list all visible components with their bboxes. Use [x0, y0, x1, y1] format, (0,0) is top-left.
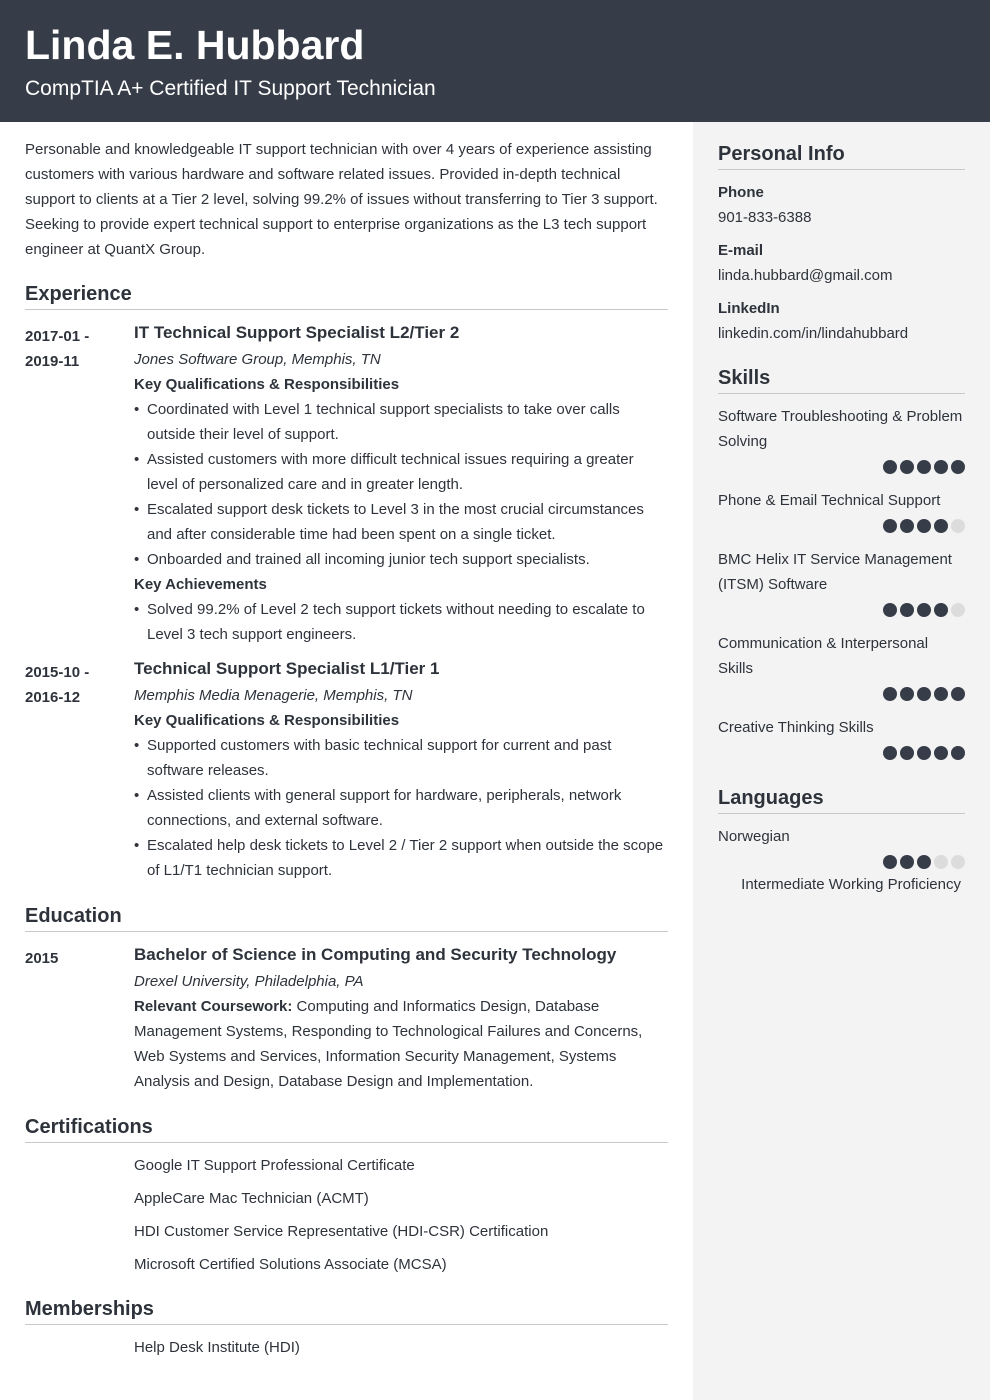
rating-dot-filled [951, 460, 965, 474]
rating-dot-filled [934, 687, 948, 701]
responsibilities-label: Key Qualifications & Responsibilities [134, 376, 400, 393]
responsibilities-list [134, 733, 668, 883]
list-item: • Coordinated with Level 1 technical support specialists to take over calls outside their level of support. [134, 397, 668, 447]
job-date-start: 2015-10 - [25, 664, 90, 681]
sidebar [693, 122, 990, 1400]
rating-dot-filled [900, 460, 914, 474]
list-item: • Escalated help desk tickets to Level 2 / Tier 2 support when outside the scope of L1/T1 technician support. [134, 833, 668, 883]
certification-item: Microsoft Certified Solutions Associate (MCSA) [134, 1256, 447, 1273]
personal-info-heading: Personal Info [718, 141, 965, 170]
rating-dot-filled [917, 519, 931, 533]
rating-dot-empty [951, 519, 965, 533]
skill-rating [883, 519, 965, 533]
language-rating [883, 855, 965, 869]
rating-dot-filled [883, 687, 897, 701]
phone-label: Phone [718, 184, 764, 201]
resume-header [0, 0, 990, 122]
candidate-title: CompTIA A+ Certified IT Support Technician [25, 77, 436, 100]
rating-dot-filled [951, 687, 965, 701]
skills-heading: Skills [718, 365, 965, 394]
list-item: • Solved 99.2% of Level 2 tech support tickets without needing to escalate to Level 3 tech support engineers. [134, 597, 668, 647]
job-date-start: 2017-01 - [25, 328, 90, 345]
skill-rating [883, 746, 965, 760]
rating-dot-filled [900, 687, 914, 701]
rating-dot-filled [934, 603, 948, 617]
job-employer: Jones Software Group, Memphis, TN [134, 351, 381, 368]
rating-dot-filled [900, 855, 914, 869]
skill-name: Creative Thinking Skills [718, 719, 874, 736]
rating-dot-filled [883, 855, 897, 869]
coursework-list: Computing and Informatics Design, Database Management Systems, Responding to Technological Failures and Concerns, Web Systems and Services, Information Security Management, Systems Analysis and Design, Database Design and Implementation. [134, 998, 643, 1090]
experience-heading: Experience [25, 281, 668, 310]
rating-dot-filled [883, 519, 897, 533]
profile-summary: Personable and knowledgeable IT support technician with over 4 years of experience assisting customers with various hardware and software related issues. Provided in-depth technical support to clients at a Tier 2 level, solving 99.2% of issues without transferring to Tier 3 support. Seeking to provide expert technical support to enterprise organizations as the L3 tech support engineer at QuantX Group. [25, 141, 658, 258]
candidate-name: Linda E. Hubbard [25, 22, 365, 68]
rating-dot-filled [883, 460, 897, 474]
achievements-label: Key Achievements [134, 576, 267, 593]
list-item: • Escalated support desk tickets to Level 3 in the most crucial circumstances and after considerable time had been spent on a single ticket. [134, 497, 668, 547]
rating-dot-filled [900, 746, 914, 760]
job-employer: Memphis Media Menagerie, Memphis, TN [134, 687, 413, 704]
job-date-end: 2019-11 [25, 353, 80, 370]
phone-value: 901-833-6388 [718, 209, 812, 226]
education-heading: Education [25, 903, 668, 932]
job-date-end: 2016-12 [25, 689, 81, 706]
coursework [134, 994, 668, 1094]
responsibilities-label: Key Qualifications & Responsibilities [134, 712, 400, 729]
rating-dot-filled [900, 603, 914, 617]
email-label: E-mail [718, 242, 764, 259]
rating-dot-filled [917, 746, 931, 760]
rating-dot-filled [917, 460, 931, 474]
school-name: Drexel University, Philadelphia, PA [134, 973, 364, 990]
certification-item: HDI Customer Service Representative (HDI-CSR) Certification [134, 1223, 549, 1240]
rating-dot-filled [883, 746, 897, 760]
memberships-heading: Memberships [25, 1296, 668, 1325]
linkedin-value[interactable]: linkedin.com/in/lindahubbard [718, 325, 909, 342]
certification-item: AppleCare Mac Technician (ACMT) [134, 1190, 369, 1207]
rating-dot-filled [934, 746, 948, 760]
rating-dot-empty [951, 603, 965, 617]
rating-dot-filled [934, 519, 948, 533]
skill-rating [883, 460, 965, 474]
rating-dot-filled [917, 687, 931, 701]
rating-dot-empty [951, 855, 965, 869]
list-item: • Assisted customers with more difficult technical issues requiring a greater level of personalized care and in greater length. [134, 447, 668, 497]
language-name: Norwegian [718, 828, 790, 845]
skill-name: BMC Helix IT Service Management (ITSM) Software [718, 551, 952, 593]
skill-rating [883, 687, 965, 701]
rating-dot-filled [883, 603, 897, 617]
job-dates [25, 660, 125, 710]
job-dates [25, 324, 125, 374]
certifications-heading: Certifications [25, 1114, 668, 1143]
languages-heading: Languages [718, 785, 965, 814]
job-title: Technical Support Specialist L1/Tier 1 [134, 659, 440, 678]
language-proficiency: Intermediate Working Proficiency [741, 876, 961, 893]
achievements-list [134, 597, 668, 647]
skill-name: Phone & Email Technical Support [718, 492, 941, 509]
rating-dot-filled [917, 855, 931, 869]
email-value[interactable]: linda.hubbard@gmail.com [718, 267, 893, 284]
skill-name: Software Troubleshooting & Problem Solving [718, 408, 963, 450]
education-date: 2015 [25, 950, 59, 967]
rating-dot-filled [900, 519, 914, 533]
rating-dot-filled [917, 603, 931, 617]
coursework-label: Relevant Coursework: [134, 998, 293, 1015]
responsibilities-list [134, 397, 668, 572]
skill-rating [883, 603, 965, 617]
linkedin-label: LinkedIn [718, 300, 780, 317]
list-item: • Assisted clients with general support for hardware, peripherals, network connections, and external software. [134, 783, 668, 833]
membership-item: Help Desk Institute (HDI) [134, 1339, 300, 1356]
rating-dot-filled [934, 460, 948, 474]
rating-dot-empty [934, 855, 948, 869]
list-item: • Onboarded and trained all incoming junior tech support specialists. [134, 547, 668, 572]
certification-item: Google IT Support Professional Certificate [134, 1157, 415, 1174]
job-title: IT Technical Support Specialist L2/Tier 2 [134, 323, 460, 342]
skill-name: Communication & Interpersonal Skills [718, 635, 929, 677]
rating-dot-filled [951, 746, 965, 760]
degree-title: Bachelor of Science in Computing and Security Technology [134, 945, 617, 964]
list-item: • Supported customers with basic technical support for current and past software releases. [134, 733, 668, 783]
